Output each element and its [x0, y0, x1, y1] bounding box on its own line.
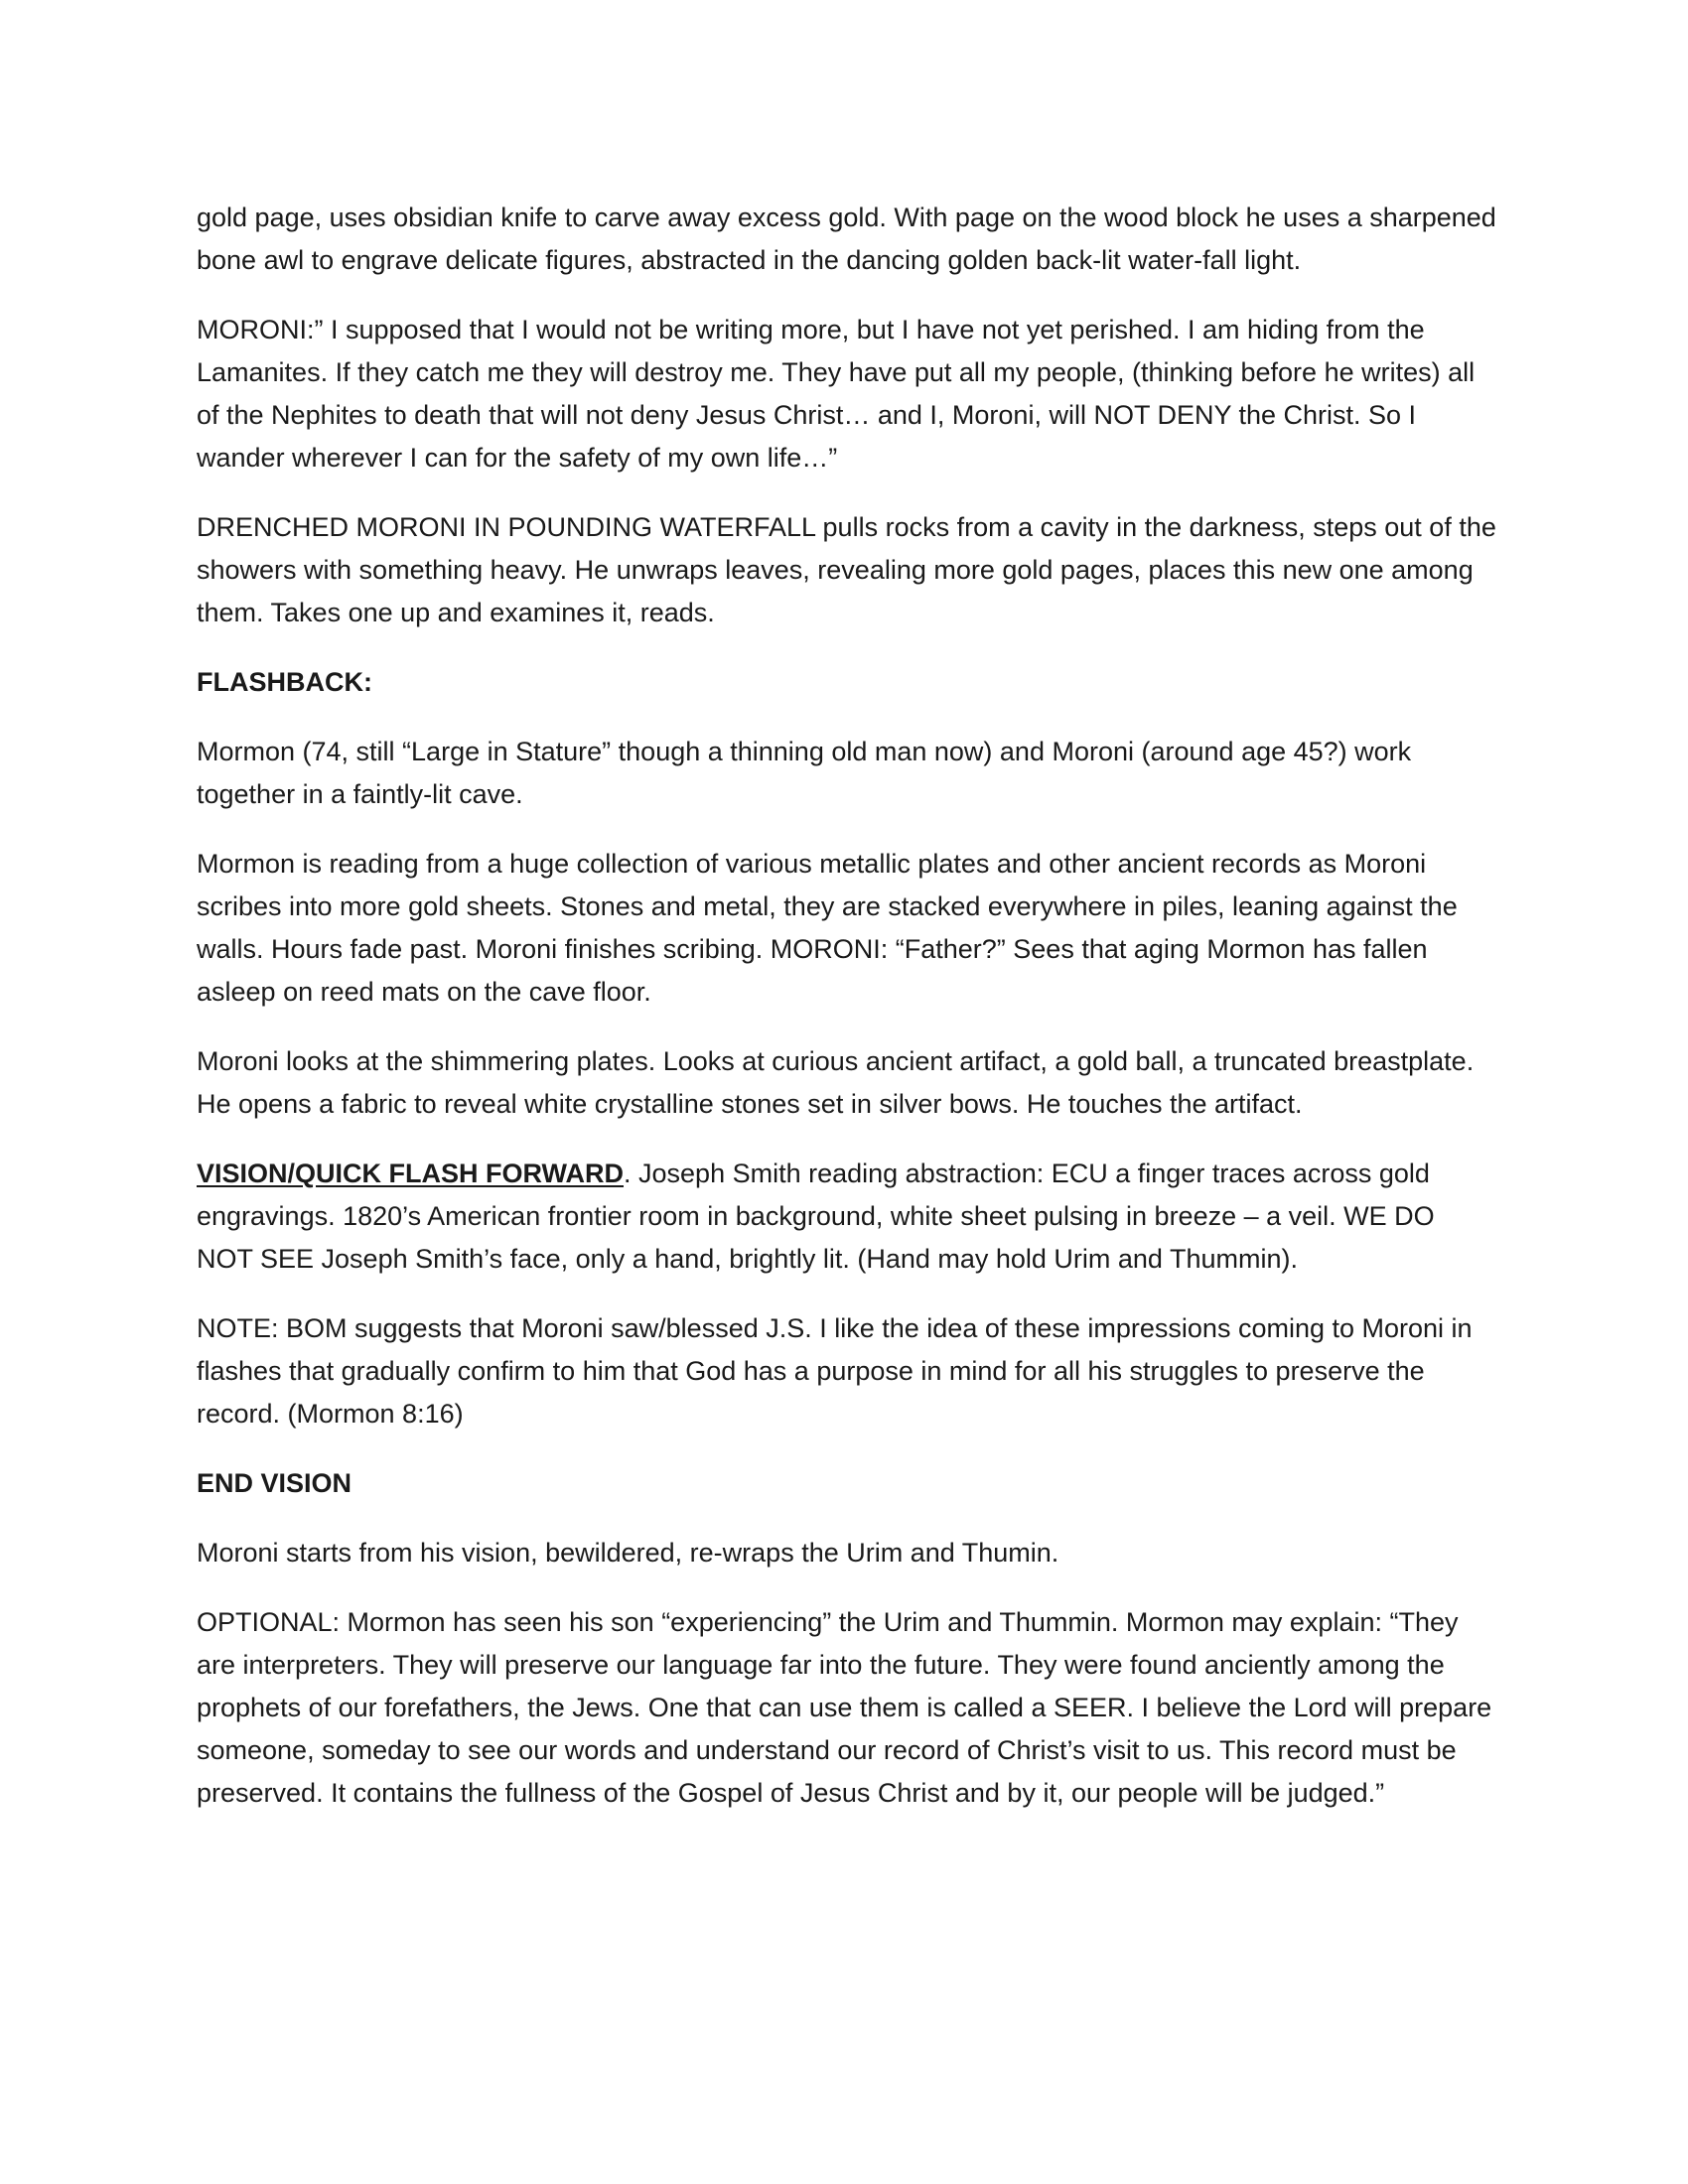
paragraph-moroni-speech: MORONI:” I supposed that I would not be writing more, but I have not yet perished. I am hiding from the Lamanites. If they catch me they will destroy me. They have put all my people, (thinking before he writes) all of the Nephites to death that will not deny Jesus Christ… and I, Moroni, will NOT DENY the Christ. So I wander wherever I can for the safety of my own life…”: [197, 315, 1476, 473]
paragraph-shimmering-plates: Moroni looks at the shimmering plates. Looks at curious ancient artifact, a gold ball, a truncated breastplate. He opens a fabric to reveal white crystalline stones set in silver bows. He touches the artifact.: [197, 1046, 1475, 1119]
paragraph-vision: [197, 1153, 1497, 1281]
paragraph-optional: OPTIONAL: Mormon has seen his son “experiencing” the Urim and Thummin. Mormon may explain: “They are interpreters. They will preserve our language far into the future. They were found anciently among the prophets of our forefathers, the Jews. One that can use them is called a SEER. I believe the Lord will prepare someone, someday to see our words and understand our record of Christ’s visit to us. This record must be preserved. It contains the fullness of the Gospel of Jesus Christ and by it, our people will be judged.”: [197, 1607, 1492, 1808]
paragraph-drenched-moroni: DRENCHED MORONI IN POUNDING WATERFALL pulls rocks from a cavity in the darkness, steps out of the showers with something heavy. He unwraps leaves, revealing more gold pages, places this new one among them. Takes one up and examines it, reads.: [197, 512, 1496, 627]
paragraph-mormon-reading: Mormon is reading from a huge collection of various metallic plates and other ancient records as Moroni scribes into more gold sheets. Stones and metal, they are stacked everywhere in piles, leaning against the walls. Hours fade past. Moroni finishes scribing. MORONI: “Father?” Sees that aging Mormon has fallen asleep on reed mats on the cave floor.: [197, 849, 1458, 1007]
paragraph-mormon-and-moroni: Mormon (74, still “Large in Stature” though a thinning old man now) and Moroni (around age 45?) work together in a faintly-lit cave.: [197, 737, 1412, 809]
heading-flashback: FLASHBACK:: [197, 667, 372, 697]
script-page: [197, 197, 1497, 1842]
paragraph-note: NOTE: BOM suggests that Moroni saw/blessed J.S. I like the idea of these impressions coming to Moroni in flashes that gradually confirm to him that God has a purpose in mind for all his struggles to preserve the record. (Mormon 8:16): [197, 1313, 1473, 1429]
heading-end-vision: END VISION: [197, 1468, 352, 1498]
vision-rest: . Joseph Smith reading abstraction: ECU a finger traces across gold engravings. 1820’s American frontier room in background, white sheet pulsing in breeze – a veil. WE DO NOT SEE Joseph Smith’s face, only a hand, brightly lit. (Hand may hold Urim and Thummin).: [197, 1159, 1435, 1274]
paragraph-gold-page: gold page, uses obsidian knife to carve away excess gold. With page on the wood block he uses a sharpened bone awl to engrave delicate figures, abstracted in the dancing golden back-lit water-fall light.: [197, 203, 1496, 275]
paragraph-moroni-starts: Moroni starts from his vision, bewildered, re-wraps the Urim and Thumin.: [197, 1538, 1059, 1568]
vision-lead: VISION/QUICK FLASH FORWARD: [197, 1159, 625, 1188]
